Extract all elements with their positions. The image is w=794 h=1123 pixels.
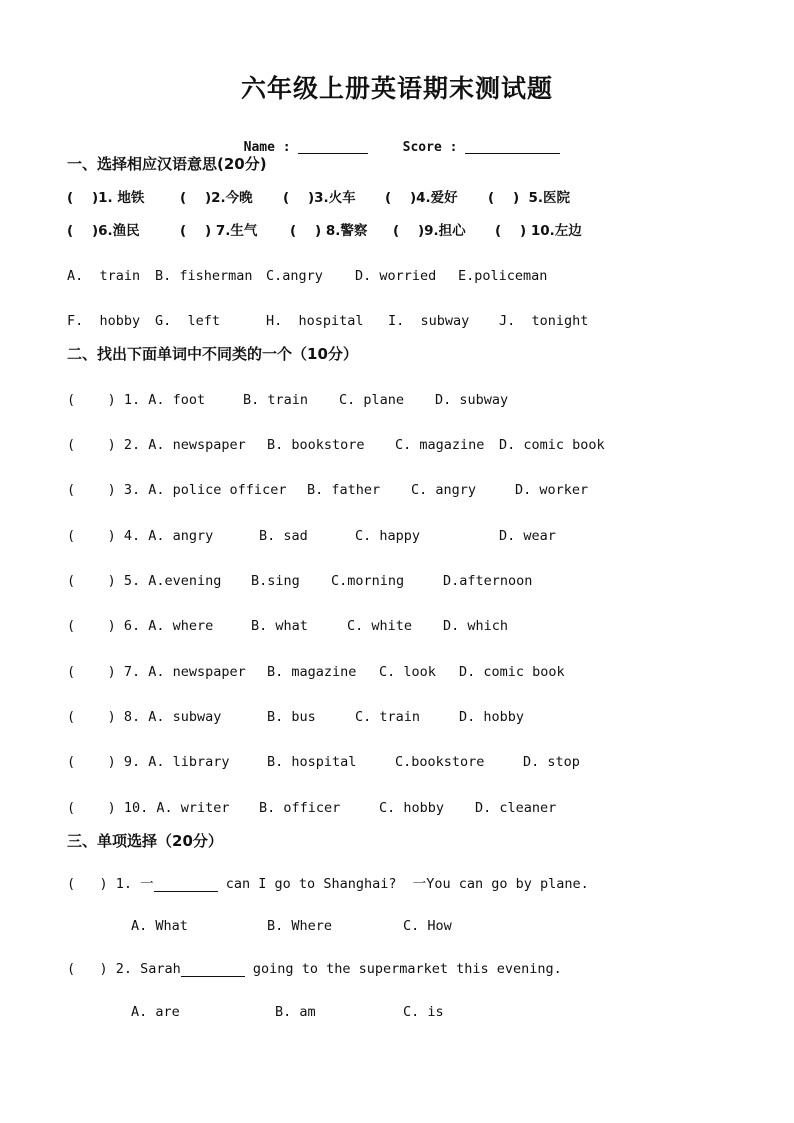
s1-item: ( )3.火车 bbox=[283, 190, 356, 206]
s2-item-c: C. white bbox=[347, 618, 413, 634]
s2-item-c: C. hobby bbox=[379, 800, 445, 816]
s2-item-d: D. hobby bbox=[459, 709, 525, 725]
s1-option: B. fisherman bbox=[155, 268, 253, 284]
section3-heading: 三、单项选择（20分） bbox=[67, 832, 223, 850]
s1-item: ( )4.爱好 bbox=[385, 190, 458, 206]
s1-option: F. hobby bbox=[67, 313, 141, 329]
s2-item-d: D. comic book bbox=[459, 664, 565, 680]
s1-option: G. left bbox=[155, 313, 221, 329]
s2-item-c: C. look bbox=[379, 664, 436, 680]
s2-item-d: D.afternoon bbox=[443, 573, 533, 589]
s2-item-a: ( ) 10. A. writer bbox=[67, 800, 230, 816]
s3-q1-option-c: C. How bbox=[403, 918, 452, 934]
s2-item-b: B. what bbox=[251, 618, 308, 634]
s1-option: C.angry bbox=[266, 268, 323, 284]
s2-item-b: B. bookstore bbox=[267, 437, 365, 453]
s3-q2-option-b: B. am bbox=[275, 1004, 316, 1020]
s1-item: ( )6.渔民 bbox=[67, 223, 140, 239]
s2-item-d: D. worker bbox=[515, 482, 589, 498]
s2-item-a: ( ) 7. A. newspaper bbox=[67, 664, 246, 680]
s1-item: ( ) 8.警察 bbox=[290, 223, 368, 239]
s1-option: D. worried bbox=[355, 268, 437, 284]
s3-q2-option-a: A. are bbox=[131, 1004, 180, 1020]
s3-q2-prefix: ( ) 2. Sarah bbox=[67, 961, 181, 977]
s2-item-a: ( ) 1. A. foot bbox=[67, 392, 206, 408]
s1-item: ( )2.今晚 bbox=[180, 190, 253, 206]
s1-item: ( ) 5.医院 bbox=[488, 190, 571, 206]
s2-item-c: C. angry bbox=[411, 482, 477, 498]
s3-q1-prefix: ( ) 1. 一 bbox=[67, 876, 154, 892]
s2-item-a: ( ) 3. A. police officer bbox=[67, 482, 287, 498]
s1-option: A. train bbox=[67, 268, 141, 284]
score-blank bbox=[465, 140, 560, 154]
s1-item: ( )1. 地铁 bbox=[67, 190, 145, 206]
s2-item-d: D. stop bbox=[523, 754, 580, 770]
s2-item-d: D. subway bbox=[435, 392, 509, 408]
score-field bbox=[387, 127, 560, 154]
answer-blank bbox=[181, 964, 245, 977]
s2-item-a: ( ) 9. A. library bbox=[67, 754, 230, 770]
s2-item-d: D. comic book bbox=[499, 437, 605, 453]
s2-item-b: B. bus bbox=[267, 709, 316, 725]
s2-item-c: C. happy bbox=[355, 528, 421, 544]
s2-item-d: D. cleaner bbox=[475, 800, 557, 816]
s1-option: E.policeman bbox=[458, 268, 548, 284]
s2-item-b: B.sing bbox=[251, 573, 300, 589]
s2-item-d: D. which bbox=[443, 618, 509, 634]
s3-q1-option-b: B. Where bbox=[267, 918, 333, 934]
name-field bbox=[228, 127, 368, 154]
s3-question-1 bbox=[67, 878, 589, 892]
s1-option: J. tonight bbox=[499, 313, 589, 329]
s3-q2-option-c: C. is bbox=[403, 1004, 444, 1020]
s2-item-b: B. sad bbox=[259, 528, 308, 544]
s1-item: ( ) 7.生气 bbox=[180, 223, 258, 239]
answer-blank bbox=[154, 879, 218, 892]
section2-heading: 二、找出下面单词中不同类的一个（10分） bbox=[67, 345, 358, 363]
name-label: Name : bbox=[243, 140, 291, 155]
s2-item-c: C. train bbox=[355, 709, 421, 725]
s2-item-d: D. wear bbox=[499, 528, 556, 544]
s2-item-a: ( ) 4. A. angry bbox=[67, 528, 214, 544]
s1-item: ( )9.担心 bbox=[393, 223, 466, 239]
s2-item-c: C. magazine bbox=[395, 437, 485, 453]
s1-item: ( ) 10.左边 bbox=[495, 223, 582, 239]
s2-item-a: ( ) 2. A. newspaper bbox=[67, 437, 246, 453]
score-label: Score : bbox=[402, 140, 458, 155]
s3-q1-option-a: A. What bbox=[131, 918, 188, 934]
s2-item-b: B. hospital bbox=[267, 754, 357, 770]
s2-item-c: C.morning bbox=[331, 573, 405, 589]
s3-q2-suffix: going to the supermarket this evening. bbox=[244, 961, 562, 977]
s3-question-2 bbox=[67, 963, 562, 977]
s2-item-a: ( ) 6. A. where bbox=[67, 618, 214, 634]
name-blank bbox=[298, 140, 368, 154]
s1-option: H. hospital bbox=[266, 313, 364, 329]
s2-item-b: B. magazine bbox=[267, 664, 357, 680]
s2-item-a: ( ) 5. A.evening bbox=[67, 573, 222, 589]
s2-item-b: B. officer bbox=[259, 800, 341, 816]
s1-option: I. subway bbox=[388, 313, 470, 329]
s2-item-a: ( ) 8. A. subway bbox=[67, 709, 222, 725]
s2-item-c: C.bookstore bbox=[395, 754, 485, 770]
s2-item-b: B. train bbox=[243, 392, 309, 408]
s2-item-c: C. plane bbox=[339, 392, 405, 408]
s3-q1-suffix: can I go to Shanghai? 一You can go by plane. bbox=[217, 876, 589, 892]
page-title: 六年级上册英语期末测试题 bbox=[240, 74, 553, 103]
section1-heading: 一、选择相应汉语意思(20分) bbox=[67, 155, 267, 173]
s2-item-b: B. father bbox=[307, 482, 381, 498]
